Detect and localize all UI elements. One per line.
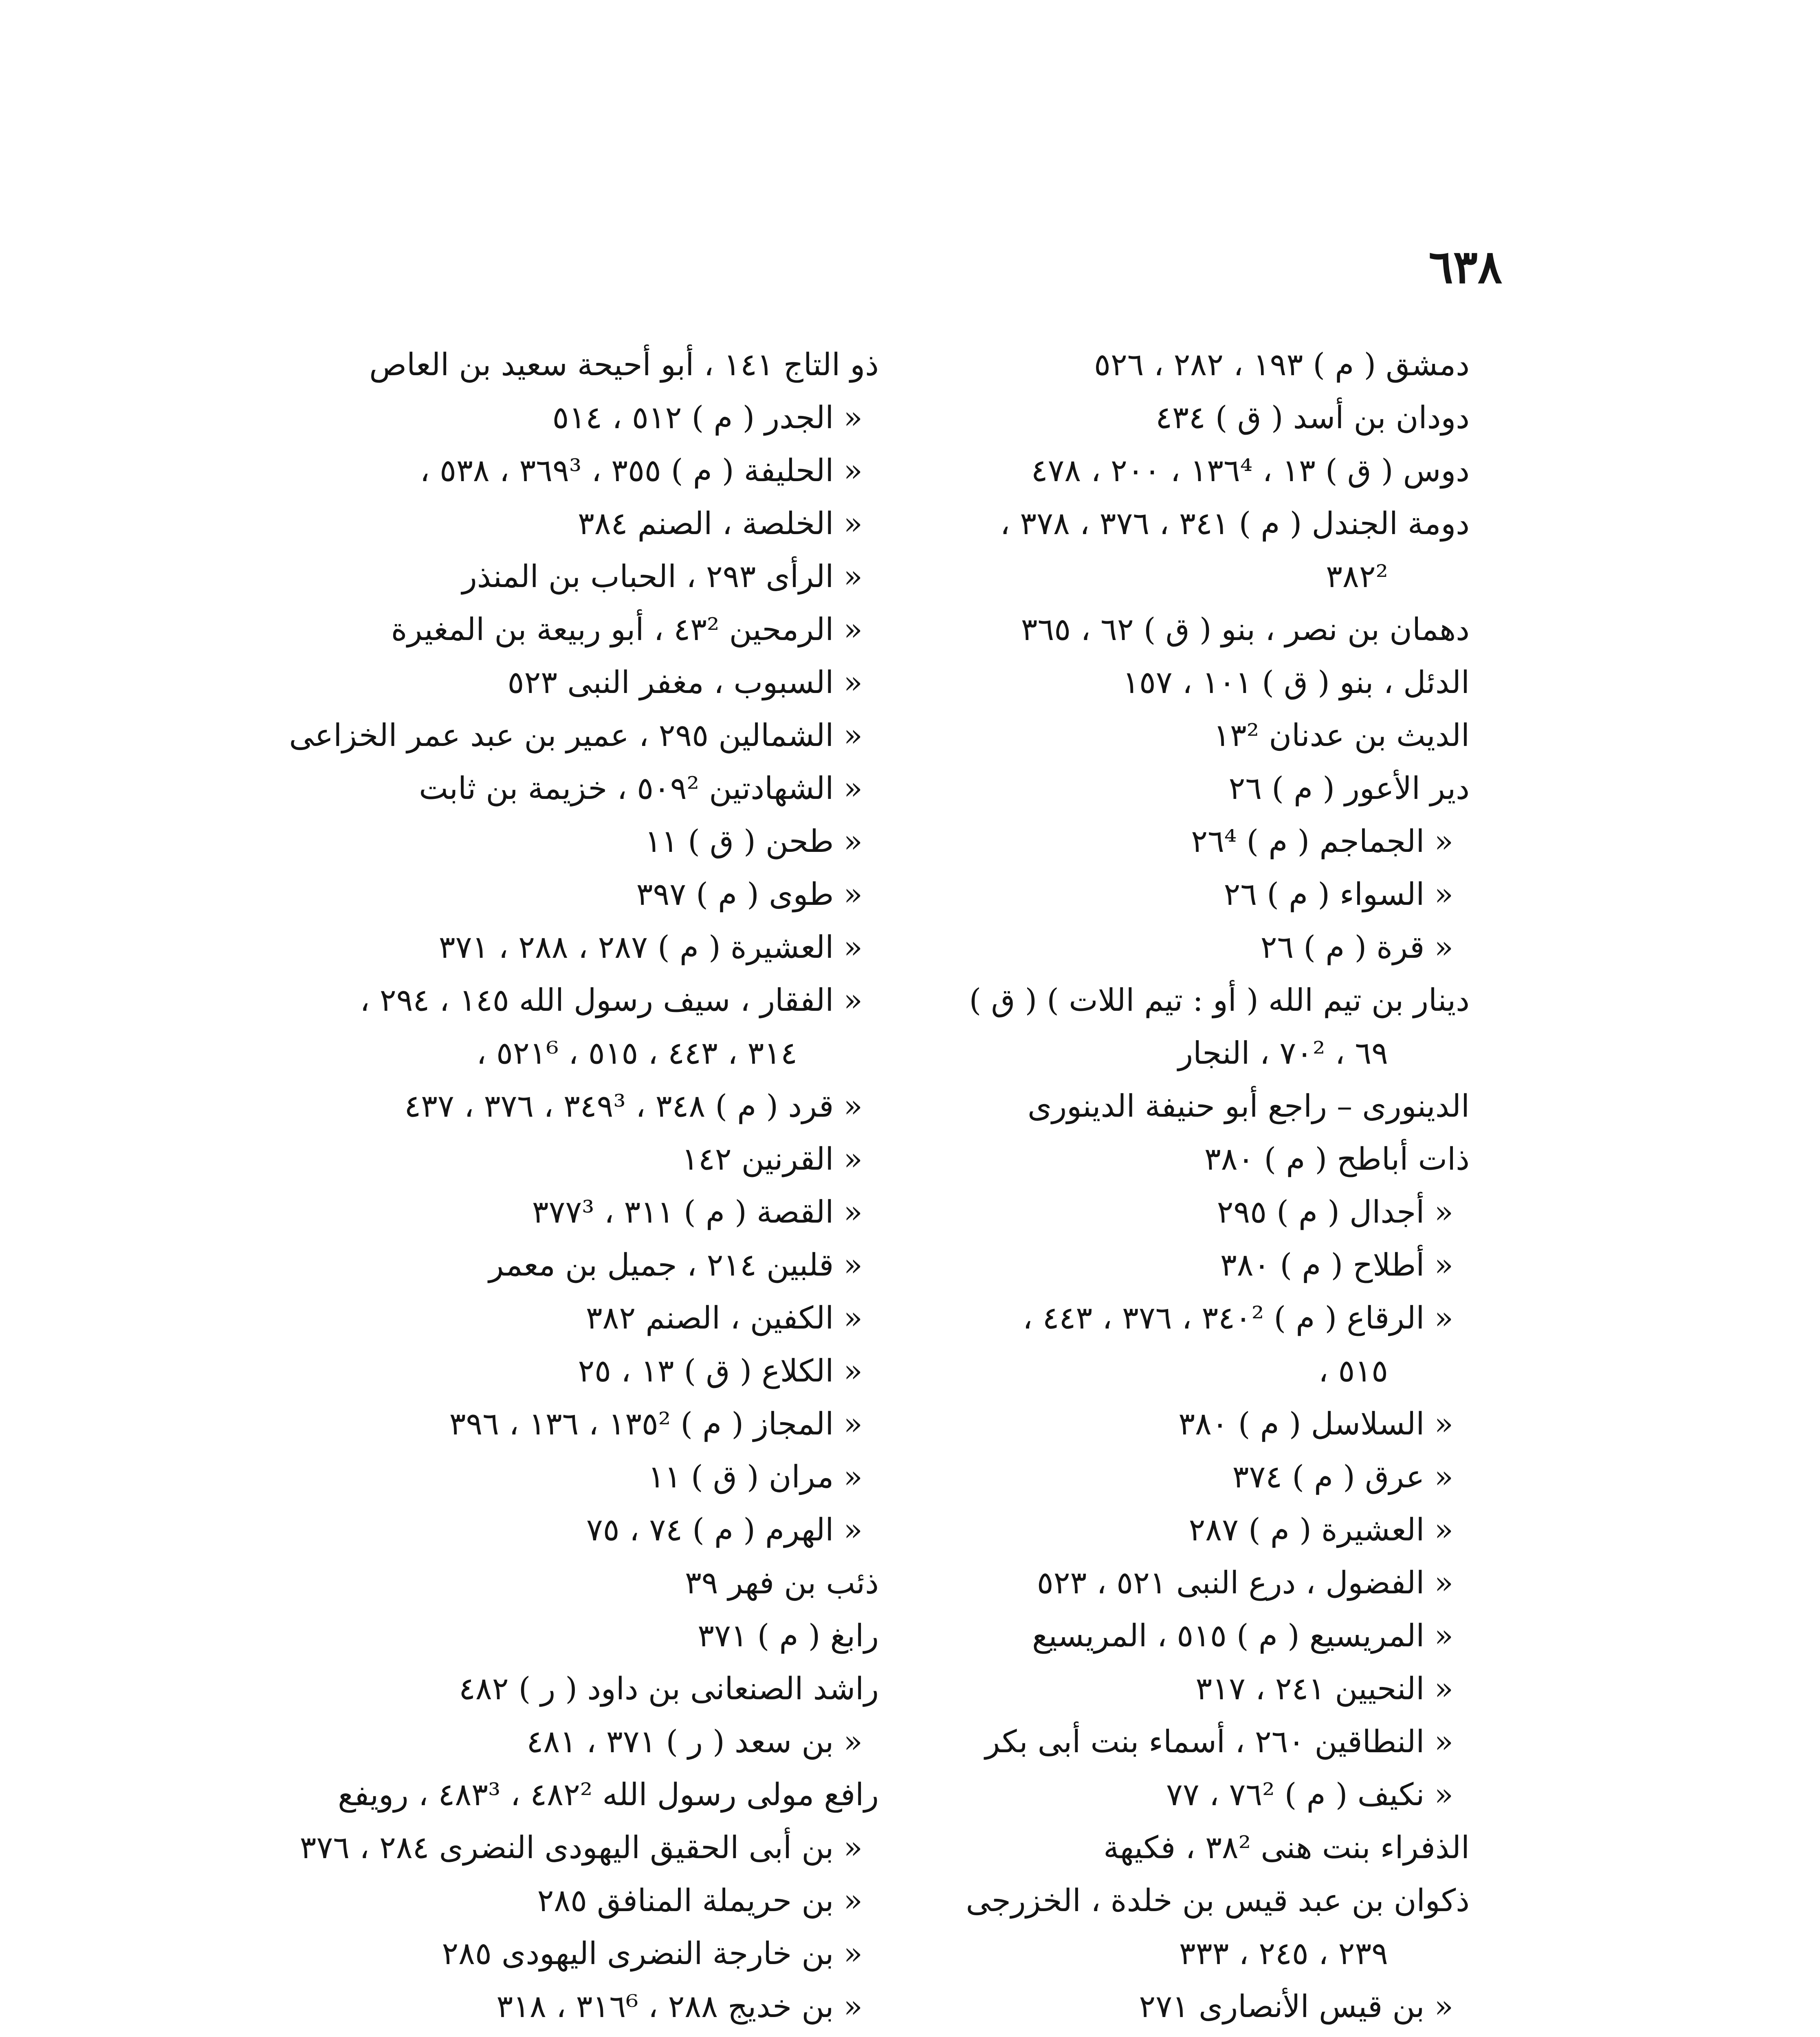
index-entry: « الهرم ( م ) ٧٤ ، ٧٥ <box>586 1511 863 1548</box>
index-column-left <box>207 338 879 2037</box>
index-entry: « القرنين ١٤٢ <box>682 1141 863 1177</box>
index-entry: ٥١٥ ، <box>1318 1353 1388 1389</box>
index-entry: الدئل ، بنو ( ق ) ١٠١ ، ١٥٧ <box>1122 664 1470 700</box>
index-entry: دهمان بن نصر ، بنو ( ق ) ٦٢ ، ٣٦٥ <box>1021 611 1470 647</box>
index-entry: « الكفين ، الصنم ٣٨٢ <box>585 1300 863 1336</box>
index-entry: « الفقار ، سيف رسول الله ١٤٥ ، ٢٩٤ ، <box>360 982 863 1018</box>
index-entry: « القصة ( م ) ٣١١ ، ٣٧٧³ <box>532 1194 863 1230</box>
index-entry: « المجاز ( م ) ١٣٥² ، ١٣٦ ، ٣٩٦ <box>449 1406 863 1442</box>
index-entry: الدينورى – راجع أبو حنيفة الدينورى <box>1027 1088 1470 1124</box>
index-entry: « نكيف ( م ) ٧٦² ، ٧٧ <box>1166 1776 1453 1813</box>
index-entry: دينار بن تيم الله ( أو : تيم اللات ) ( ق ) <box>969 982 1470 1018</box>
index-entry: « أطلاح ( م ) ٣٨٠ <box>1220 1247 1453 1283</box>
index-entry: « قرد ( م ) ٣٤٨ ، ٣٤٩³ ، ٣٧٦ ، ٤٣٧ <box>404 1088 863 1124</box>
index-entry: « الرأى ٢٩٣ ، الحباب بن المنذر <box>462 558 863 594</box>
index-entry: رابغ ( م ) ٣٧١ <box>698 1617 879 1654</box>
index-entry: « الكلاع ( ق ) ١٣ ، ٢٥ <box>578 1353 863 1389</box>
index-entry: « الخلصة ، الصنم ٣٨٤ <box>578 505 863 541</box>
index-entry: « الشمالين ٢٩٥ ، عمير بن عبد عمر الخزاعى <box>289 717 863 753</box>
index-entry: دودان بن أسد ( ق ) ٤٣٤ <box>1155 399 1470 436</box>
index-entry: « قلبين ٢١٤ ، جميل بن معمر <box>489 1247 863 1283</box>
index-entry: « المريسيع ( م ) ٥١٥ ، المريسيع <box>1032 1617 1453 1654</box>
index-entry: ذكوان بن عبد قيس بن خلدة ، الخزرجى <box>966 1882 1470 1918</box>
page-number: ٦٣٨ <box>1428 240 1502 294</box>
index-entry: دوس ( ق ) ١٣ ، ١٣٦⁴ ، ٢٠٠ ، ٤٧٨ <box>1031 452 1470 488</box>
index-entry: الذفراء بنت هنى ٣٨² ، فكيهة <box>1103 1829 1470 1865</box>
index-entry: « أجدال ( م ) ٢٩٥ <box>1217 1194 1453 1230</box>
index-entry: ذو التاج ١٤١ ، أبو أحيحة سعيد بن العاص <box>369 346 879 383</box>
index-entry: ٦٩ ، ٧٠² ، النجار <box>1178 1035 1388 1071</box>
index-entry: « النحيين ٢٤١ ، ٣١٧ <box>1195 1670 1453 1707</box>
index-entry: ٢٣٩ ، ٢٤٥ ، ٣٣٣ <box>1179 1935 1388 1971</box>
index-entry: « السلاسل ( م ) ٣٨٠ <box>1178 1406 1453 1442</box>
index-entry: « بن أبى الحقيق اليهودى النضرى ٢٨٤ ، ٣٧٦ <box>299 1829 863 1865</box>
index-entry: « بن خديج ٢٨٨ ، ٣١٦⁶ ، ٣١٨ <box>496 1988 863 2024</box>
index-entry: « بن خارجة النضرى اليهودى ٢٨٥ <box>442 1935 863 1971</box>
index-entry: دير الأعور ( م ) ٢٦ <box>1228 770 1470 806</box>
index-entry: « الجماجم ( م ) ٢٦⁴ <box>1191 823 1453 859</box>
index-entry: « قرة ( م ) ٢٦ <box>1260 929 1453 965</box>
index-entry: راشد الصنعانى بن داود ( ر ) ٤٨٢ <box>459 1670 879 1707</box>
index-entry: « السواء ( م ) ٢٦ <box>1224 876 1453 912</box>
index-entry: « الجدر ( م ) ٥١٢ ، ٥١٤ <box>552 399 863 436</box>
index-entry: « الحليفة ( م ) ٣٥٥ ، ٣٦٩³ ، ٥٣٨ ، <box>420 452 863 488</box>
index-entry: ذات أباطح ( م ) ٣٨٠ <box>1204 1141 1470 1177</box>
index-entry: ٣٨٢² <box>1326 558 1388 594</box>
index-entry: « النطاقين ٢٦٠ ، أسماء بنت أبى بكر <box>985 1723 1453 1760</box>
index-entry <box>834 2033 1470 2037</box>
index-entry: دمشق ( م ) ١٩٣ ، ٢٨٢ ، ٥٢٦ <box>1094 346 1470 383</box>
index-entry: دومة الجندل ( م ) ٣٤١ ، ٣٧٦ ، ٣٧٨ ، <box>1000 505 1470 541</box>
index-entry: « بن سعد ( ر ) ٣٧١ ، ٤٨١ <box>526 1723 863 1760</box>
index-entry: « طحن ( ق ) ١١ <box>645 823 863 859</box>
index-entry: « بن حريملة المنافق ٢٨٥ <box>537 1882 863 1918</box>
index-entry: « طوى ( م ) ٣٩٧ <box>636 876 863 912</box>
index-entry: ٣١٤ ، ٤٤٣ ، ٥١٥ ، ٥٢١⁶ ، <box>476 1035 797 1071</box>
index-entry: « الفضول ، درع النبى ٥٢١ ، ٥٢٣ <box>1037 1564 1453 1601</box>
index-entry: « العشيرة ( م ) ٢٨٧ <box>1188 1511 1453 1548</box>
index-entry: « عرق ( م ) ٣٧٤ <box>1232 1458 1453 1495</box>
index-entry: « بن قيس الأنصارى ٢٧١ <box>1139 1988 1453 2024</box>
index-entry: ذئب بن فهر ٣٩ <box>684 1564 879 1601</box>
index-column-right <box>834 338 1470 2037</box>
index-entry: رافع مولى رسول الله ٤٨٢² ، ٤٨٣³ ، رويفع <box>338 1776 879 1813</box>
index-entry: « الرقاع ( م ) ٣٤٠² ، ٣٧٦ ، ٤٤٣ ، <box>1023 1300 1453 1336</box>
index-entry: الديث بن عدنان ١٣² <box>1213 717 1470 753</box>
index-entry: « العشيرة ( م ) ٢٨٧ ، ٢٨٨ ، ٣٧١ <box>438 929 863 965</box>
index-entry: « الشهادتين ٥٠٩² ، خزيمة بن ثابت <box>419 770 863 806</box>
index-entry: « مران ( ق ) ١١ <box>648 1458 863 1495</box>
index-entry: « الرمحين ٤٣² ، أبو ربيعة بن المغيرة <box>391 611 863 647</box>
index-entry <box>207 2033 879 2037</box>
index-entry: « السبوب ، مغفر النبى ٥٢٣ <box>507 664 863 700</box>
